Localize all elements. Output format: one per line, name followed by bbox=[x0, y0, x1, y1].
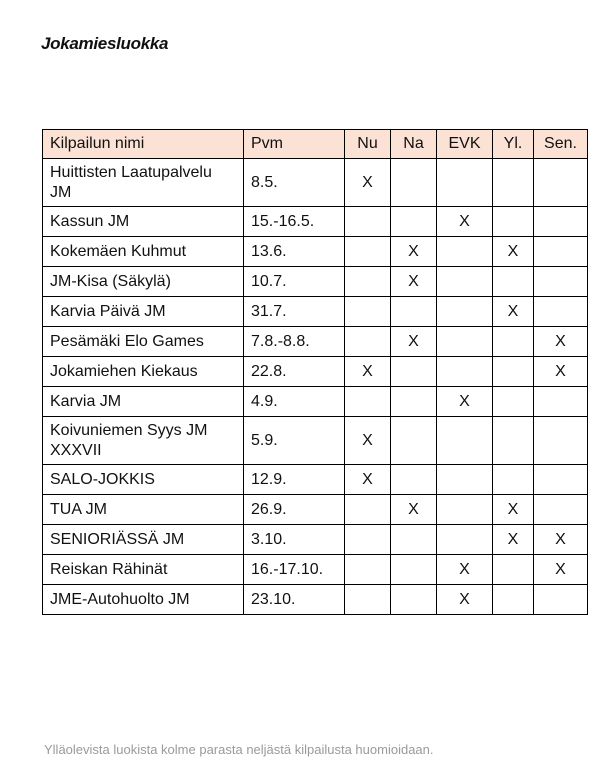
cell-na bbox=[391, 417, 437, 465]
cell-yl bbox=[493, 387, 534, 417]
cell-na bbox=[391, 387, 437, 417]
header-sen: Sen. bbox=[534, 130, 588, 159]
cell-na bbox=[391, 555, 437, 585]
cell-nu: X bbox=[345, 357, 391, 387]
cell-yl bbox=[493, 327, 534, 357]
cell-evk bbox=[437, 465, 493, 495]
table-header-row bbox=[43, 130, 588, 159]
cell-yl: X bbox=[493, 525, 534, 555]
cell-competition-name: Reiskan Rähinät bbox=[43, 555, 244, 585]
cell-date: 8.5. bbox=[244, 159, 345, 207]
cell-sen bbox=[534, 465, 588, 495]
cell-sen bbox=[534, 237, 588, 267]
table-row bbox=[43, 585, 588, 615]
cell-sen bbox=[534, 267, 588, 297]
table-row bbox=[43, 465, 588, 495]
cell-competition-name: Kassun JM bbox=[43, 207, 244, 237]
competition-table bbox=[42, 129, 588, 615]
cell-date: 31.7. bbox=[244, 297, 345, 327]
table-row bbox=[43, 327, 588, 357]
cell-nu: X bbox=[345, 159, 391, 207]
cell-evk: X bbox=[437, 207, 493, 237]
table-row bbox=[43, 525, 588, 555]
cell-date: 5.9. bbox=[244, 417, 345, 465]
cell-date: 10.7. bbox=[244, 267, 345, 297]
cell-date: 23.10. bbox=[244, 585, 345, 615]
cell-nu bbox=[345, 327, 391, 357]
cell-evk bbox=[437, 495, 493, 525]
cell-evk: X bbox=[437, 555, 493, 585]
cell-na: X bbox=[391, 237, 437, 267]
cell-competition-name: JME-Autohuolto JM bbox=[43, 585, 244, 615]
cell-competition-name: Karvia Päivä JM bbox=[43, 297, 244, 327]
cell-date: 26.9. bbox=[244, 495, 345, 525]
table-row bbox=[43, 159, 588, 207]
cell-yl bbox=[493, 585, 534, 615]
cell-sen bbox=[534, 159, 588, 207]
cell-evk bbox=[437, 417, 493, 465]
header-nu: Nu bbox=[345, 130, 391, 159]
cell-yl bbox=[493, 159, 534, 207]
cell-yl: X bbox=[493, 297, 534, 327]
cell-na: X bbox=[391, 495, 437, 525]
header-evk: EVK bbox=[437, 130, 493, 159]
cell-date: 7.8.-8.8. bbox=[244, 327, 345, 357]
cell-competition-name: Pesämäki Elo Games bbox=[43, 327, 244, 357]
table-row bbox=[43, 237, 588, 267]
cell-yl bbox=[493, 267, 534, 297]
cell-evk: X bbox=[437, 585, 493, 615]
cell-na: X bbox=[391, 327, 437, 357]
header-date: Pvm bbox=[244, 130, 345, 159]
cell-evk bbox=[437, 357, 493, 387]
cell-na bbox=[391, 585, 437, 615]
cell-nu bbox=[345, 267, 391, 297]
cell-evk bbox=[437, 237, 493, 267]
cell-date: 16.-17.10. bbox=[244, 555, 345, 585]
cell-competition-name: SALO-JOKKIS bbox=[43, 465, 244, 495]
cell-nu bbox=[345, 207, 391, 237]
header-na: Na bbox=[391, 130, 437, 159]
table-row bbox=[43, 297, 588, 327]
cell-sen: X bbox=[534, 327, 588, 357]
cell-nu bbox=[345, 585, 391, 615]
cell-date: 12.9. bbox=[244, 465, 345, 495]
cell-evk bbox=[437, 525, 493, 555]
cell-evk bbox=[437, 159, 493, 207]
cell-evk bbox=[437, 267, 493, 297]
cell-yl bbox=[493, 207, 534, 237]
cell-yl bbox=[493, 357, 534, 387]
cell-nu bbox=[345, 297, 391, 327]
cell-na: X bbox=[391, 267, 437, 297]
cell-nu: X bbox=[345, 417, 391, 465]
cell-sen: X bbox=[534, 525, 588, 555]
table-row bbox=[43, 267, 588, 297]
cell-nu bbox=[345, 495, 391, 525]
cell-na bbox=[391, 159, 437, 207]
cell-na bbox=[391, 465, 437, 495]
header-yl: Yl. bbox=[493, 130, 534, 159]
cell-competition-name: JM-Kisa (Säkylä) bbox=[43, 267, 244, 297]
cell-sen: X bbox=[534, 357, 588, 387]
header-competition-name: Kilpailun nimi bbox=[43, 130, 244, 159]
cell-yl: X bbox=[493, 237, 534, 267]
cell-sen bbox=[534, 207, 588, 237]
cell-yl bbox=[493, 465, 534, 495]
table-row bbox=[43, 207, 588, 237]
cell-nu bbox=[345, 525, 391, 555]
table-row bbox=[43, 357, 588, 387]
cell-na bbox=[391, 207, 437, 237]
cell-evk bbox=[437, 297, 493, 327]
cell-competition-name: TUA JM bbox=[43, 495, 244, 525]
cell-sen bbox=[534, 585, 588, 615]
cell-sen bbox=[534, 495, 588, 525]
cell-na bbox=[391, 357, 437, 387]
table-row bbox=[43, 387, 588, 417]
page-title: Jokamiesluokka bbox=[41, 34, 169, 53]
cell-date: 3.10. bbox=[244, 525, 345, 555]
cell-nu: X bbox=[345, 465, 391, 495]
cell-competition-name: Koivuniemen Syys JM XXXVII bbox=[43, 417, 244, 465]
table-row bbox=[43, 495, 588, 525]
cell-na bbox=[391, 297, 437, 327]
table-row bbox=[43, 417, 588, 465]
cell-nu bbox=[345, 387, 391, 417]
cell-competition-name: Jokamiehen Kiekaus bbox=[43, 357, 244, 387]
cell-evk bbox=[437, 327, 493, 357]
footnote: Ylläolevista luokista kolme parasta neljästä kilpailusta huomioidaan. bbox=[44, 742, 434, 757]
cell-sen bbox=[534, 387, 588, 417]
cell-date: 13.6. bbox=[244, 237, 345, 267]
cell-sen: X bbox=[534, 555, 588, 585]
cell-competition-name: Huittisten Laatupalvelu JM bbox=[43, 159, 244, 207]
cell-na bbox=[391, 525, 437, 555]
cell-date: 22.8. bbox=[244, 357, 345, 387]
cell-nu bbox=[345, 555, 391, 585]
cell-competition-name: SENIORIÄSSÄ JM bbox=[43, 525, 244, 555]
cell-nu bbox=[345, 237, 391, 267]
cell-yl bbox=[493, 417, 534, 465]
cell-date: 15.-16.5. bbox=[244, 207, 345, 237]
cell-sen bbox=[534, 297, 588, 327]
cell-yl bbox=[493, 555, 534, 585]
cell-competition-name: Kokemäen Kuhmut bbox=[43, 237, 244, 267]
table-row bbox=[43, 555, 588, 585]
cell-evk: X bbox=[437, 387, 493, 417]
cell-yl: X bbox=[493, 495, 534, 525]
cell-competition-name: Karvia JM bbox=[43, 387, 244, 417]
cell-date: 4.9. bbox=[244, 387, 345, 417]
cell-sen bbox=[534, 417, 588, 465]
